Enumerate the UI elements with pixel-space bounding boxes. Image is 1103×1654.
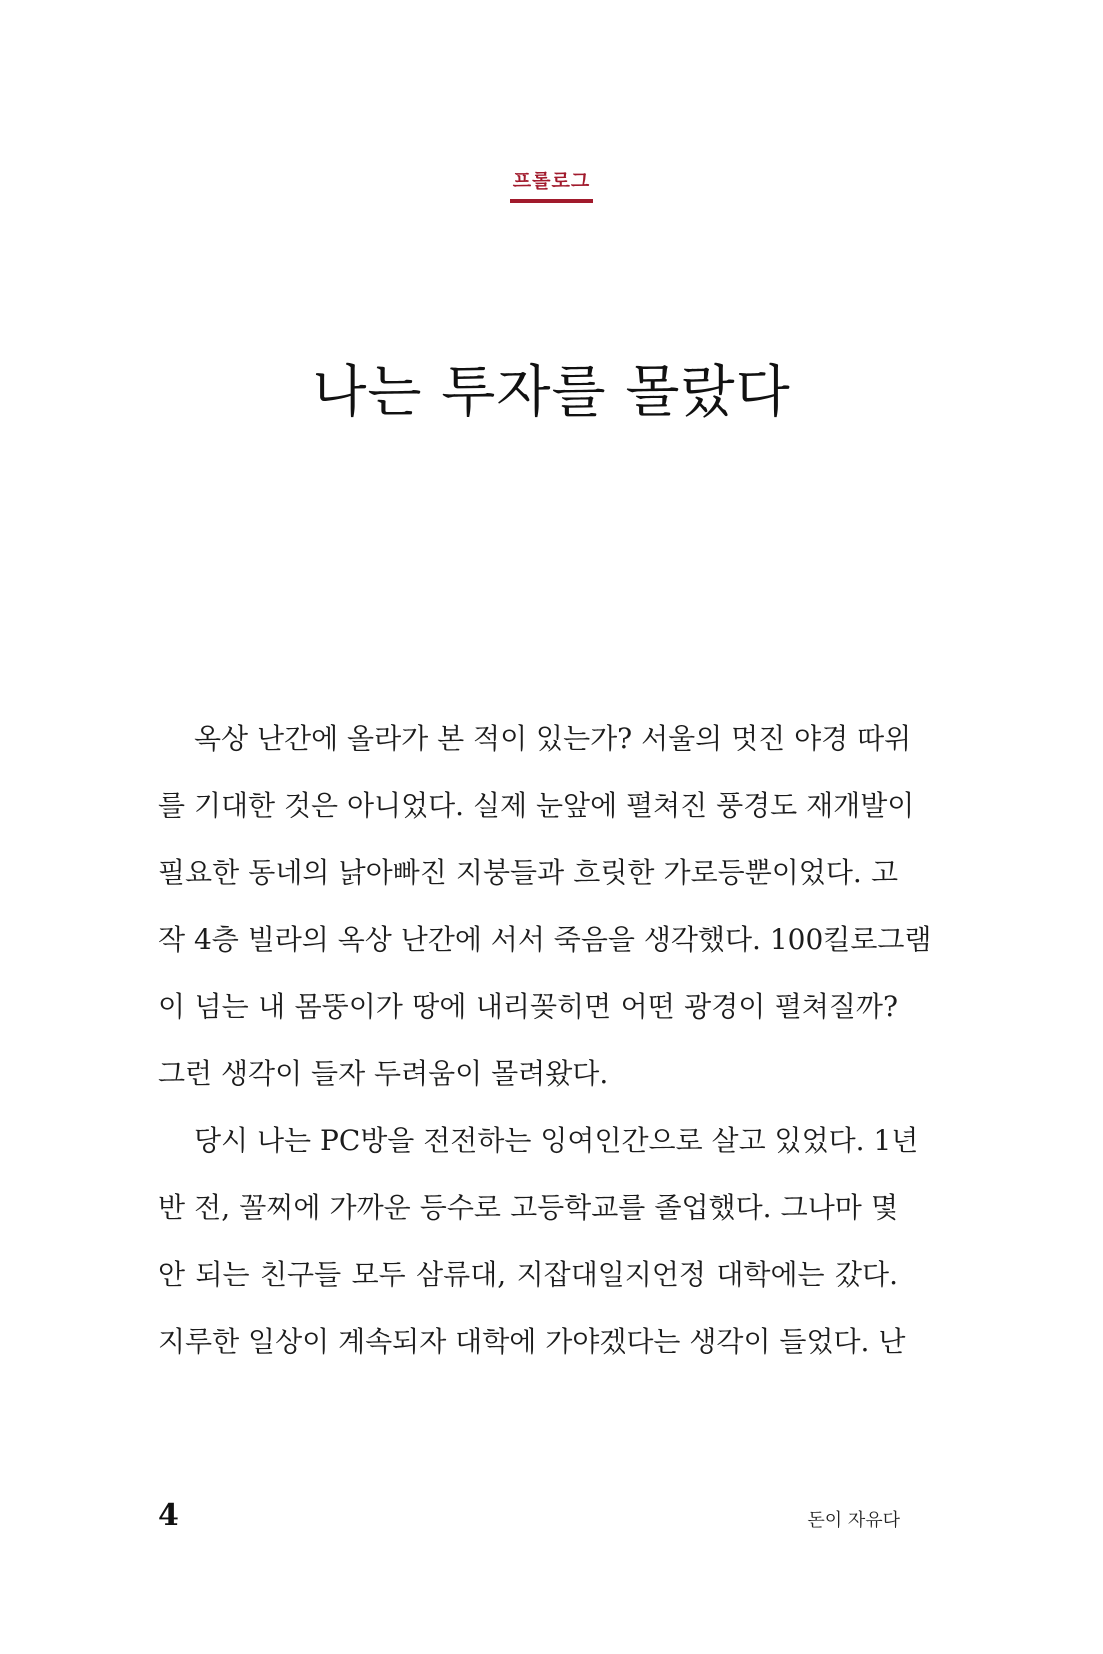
body-line: 반 전, 꼴찌에 가까운 등수로 고등학교를 졸업했다. 그나마 몇 [158, 1191, 898, 1224]
body-line: 안 되는 친구들 모두 삼류대, 지잡대일지언정 대학에는 갔다. [158, 1258, 898, 1291]
running-book-title: 돈이 자유다 [807, 1510, 900, 1531]
body-line: 필요한 동네의 낡아빠진 지붕들과 흐릿한 가로등뿐이었다. 고 [158, 856, 898, 889]
section-label-wrapper [0, 166, 1103, 203]
body-text [158, 720, 932, 1390]
body-line: 지루한 일상이 계속되자 대학에 가야겠다는 생각이 들었다. 난 [158, 1325, 906, 1358]
body-line: 이 넘는 내 몸뚱이가 땅에 내리꽂히면 어떤 광경이 펼쳐질까? [158, 990, 898, 1023]
body-line: 그런 생각이 들자 두려움이 몰려왔다. [158, 1057, 609, 1090]
body-line: 를 기대한 것은 아니었다. 실제 눈앞에 펼쳐진 풍경도 재개발이 [158, 789, 915, 822]
chapter-title: 나는 투자를 몰랐다 [312, 360, 791, 425]
body-line: 옥상 난간에 올라가 본 적이 있는가? 서울의 멋진 야경 따위 [194, 722, 912, 755]
page-number: 4 [158, 1498, 179, 1533]
body-line: 당시 나는 PC방을 전전하는 잉여인간으로 살고 있었다. 1년 [194, 1124, 919, 1157]
section-label: 프롤로그 [510, 166, 593, 203]
body-line: 작 4층 빌라의 옥상 난간에 서서 죽음을 생각했다. 100킬로그램 [158, 923, 932, 956]
